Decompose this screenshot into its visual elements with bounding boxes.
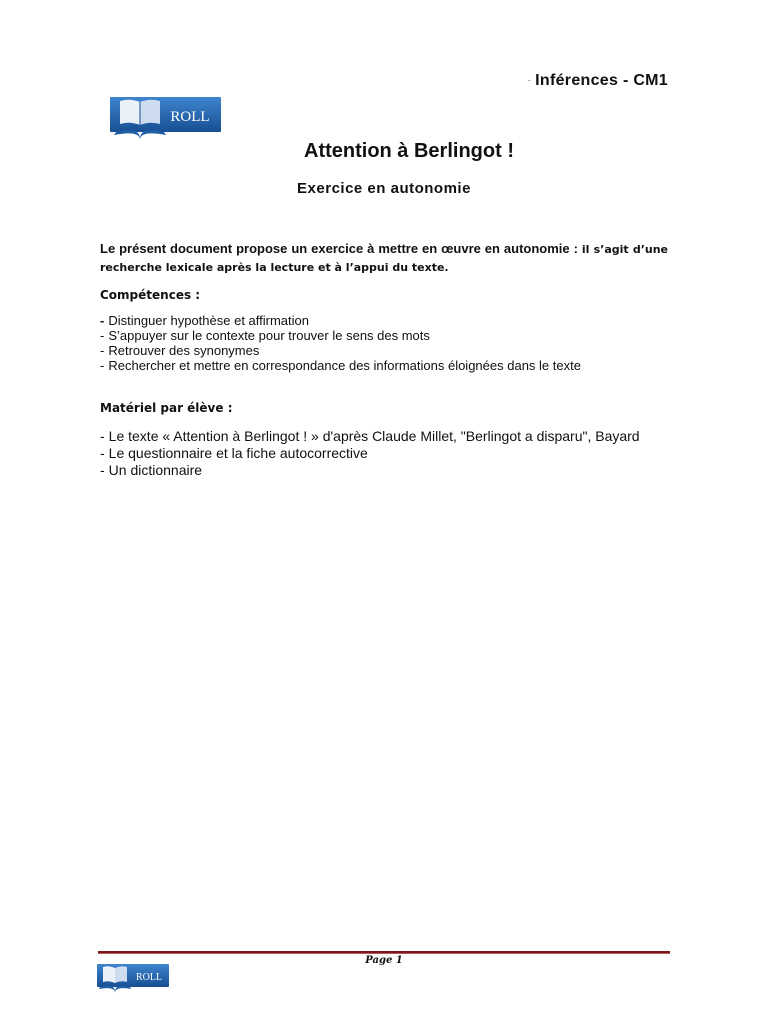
roll-logo — [110, 95, 221, 140]
bullet-dash: - — [100, 445, 105, 461]
bullet-dash: - — [100, 313, 105, 328]
list-item-text: Retrouver des synonymes — [108, 343, 260, 358]
intro-rest: il s’agit d’une recherche lexicale après la lecture et à l’appui du texte. — [100, 243, 668, 274]
list-item-text: Le texte « Attention à Berlingot ! » d'après Claude Millet, "Berlingot a disparu", Bayard — [108, 428, 640, 444]
bullet-dash: - — [100, 343, 105, 358]
logo-text-footer: ROLL — [135, 972, 163, 983]
list-item-text: Le questionnaire et la fiche autocorrective — [108, 445, 368, 461]
bullet-dash: - — [100, 462, 105, 478]
list-item — [100, 328, 581, 343]
document-title: Attention à Berlingot ! — [304, 140, 514, 162]
list-item-text: S’appuyer sur le contexte pour trouver le sens des mots — [108, 328, 430, 343]
bullet-dash: - — [100, 328, 105, 343]
list-item-text: Distinguer hypothèse et affirmation — [108, 313, 309, 328]
document-subtitle: Exercice en autonomie — [297, 180, 471, 197]
competences-list — [100, 313, 581, 373]
roll-logo-footer — [97, 963, 169, 993]
materiel-label: Matériel par élève : — [100, 401, 233, 415]
intro-paragraph — [100, 240, 668, 276]
bullet-dash: - — [100, 428, 105, 444]
header-dot: · — [527, 75, 532, 87]
footer-rule — [98, 951, 670, 954]
competences-label: Compétences : — [100, 288, 201, 302]
materiel-list — [100, 428, 640, 479]
list-item-text: Un dictionnaire — [108, 462, 203, 478]
list-item — [100, 428, 640, 445]
bullet-dash: - — [100, 358, 105, 373]
page-number: Page 1 — [365, 955, 403, 966]
list-item-text: Rechercher et mettre en correspondance des informations éloignées dans le texte — [108, 358, 581, 373]
list-item — [100, 343, 581, 358]
subject-text: Inférences - CM1 — [535, 72, 668, 89]
logo-text: ROLL — [170, 109, 210, 125]
list-item — [100, 462, 640, 479]
document-subject-header — [528, 72, 668, 90]
list-item — [100, 358, 581, 373]
intro-strong: Le présent document propose un exercice à mettre en œuvre en autonomie : — [100, 241, 578, 256]
list-item — [100, 313, 581, 328]
list-item — [100, 445, 640, 462]
